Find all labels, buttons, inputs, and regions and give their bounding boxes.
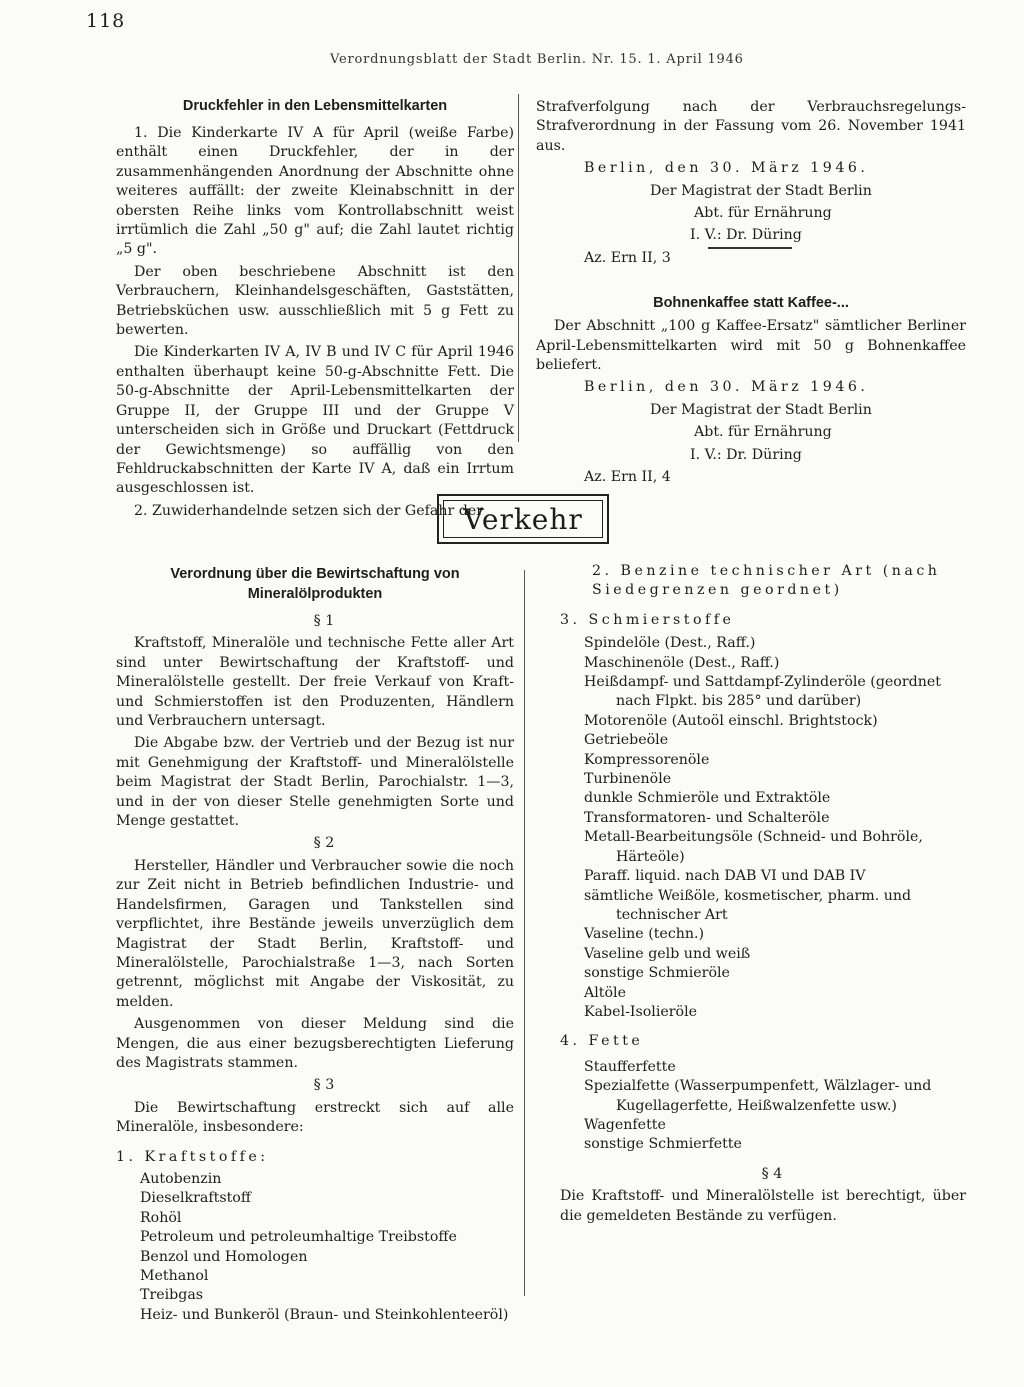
list-item: Motorenöle (Autoöl einschl. Brightstock) [584, 712, 878, 729]
schmierstoffe-list [560, 634, 966, 1022]
list-item: Transformatoren- und Schalteröle [584, 809, 830, 826]
signature-line: I. V.: Dr. Düring [690, 227, 802, 244]
list-heading: 4. Fette [560, 1033, 644, 1050]
signature-line: I. V.: Dr. Düring [690, 446, 802, 463]
column-divider [524, 570, 525, 1296]
paragraph: Strafverfolgung nach der Verbrauchsregelungs-Strafverordnung in der Fassung vom 26. November 1941 aus. [536, 99, 966, 154]
paragraph: Ausgenommen von dieser Meldung sind die Mengen, die aus einer bezugsberechtigten Lieferung des Magistrats stammen. [116, 1016, 514, 1071]
bottom-right-column [560, 562, 966, 1229]
signature-line: Abt. für Ernährung [694, 205, 832, 222]
signature-line: Abt. für Ernährung [694, 424, 832, 441]
running-header: Verordnungsblatt der Stadt Berlin. Nr. 15. 1. April 1946 [330, 52, 744, 67]
section-mark: § 3 [313, 1077, 335, 1094]
list-item: Heiz- und Bunkeröl (Braun- und Steinkohlenteeröl) [140, 1306, 509, 1323]
list-item: Staufferfette [584, 1058, 676, 1075]
paragraph: Die Abgabe bzw. der Vertrieb und der Bezug ist nur mit Genehmigung der Kraftstoff- und Mineralölstelle beim Magistrat der Stadt Berlin, Parochialstr. 1—3, und in der von dieser Stelle genehmigten Sorte und Menge gestattet. [116, 735, 514, 830]
list-heading: 3. Schmierstoffe [560, 611, 735, 628]
list-heading: 2. Benzine technischer Art (nach Siedegrenzen geordnet) [592, 563, 941, 599]
top-left-column [116, 96, 514, 524]
article-title-druckfehler: Druckfehler in den Lebensmittelkarten [182, 98, 448, 114]
page-number: 118 [86, 10, 126, 32]
top-right-column [536, 98, 966, 491]
separator-rule [708, 247, 792, 249]
kraftstoffe-list [116, 1170, 514, 1325]
article-title-bohnenkaffee: Bohnenkaffee statt Kaffee-... [653, 295, 849, 312]
list-item: Benzol und Homologen [140, 1248, 308, 1265]
list-item: sonstige Schmierfette [584, 1136, 742, 1153]
paragraph: Der oben beschriebene Abschnitt ist den Verbrauchern, Kleinhandelsgeschäften, Gaststätten, Betriebsküchen usw. ausschließlich mit 5 g Fett zu bewerten. [116, 263, 514, 339]
list-item: sonstige Schmieröle [584, 965, 730, 982]
fette-list [560, 1058, 966, 1155]
list-item: dunkle Schmieröle und Extraktöle [584, 790, 831, 807]
list-item: Spezialfette (Wasserpumpenfett, Wälzlager- und Kugellagerfette, Heißwalzenfette usw.) [584, 1078, 932, 1114]
paragraph: Kraftstoff, Mineralöle und technische Fette aller Art sind unter Bewirtschaftung der Kraftstoff- und Mineralölstelle gestellt. Der freie Verkauf von Kraft- und Schmierstoffen ist den Produzenten, Händlern und Verbrauchern untersagt. [116, 635, 514, 730]
list-item: Vaseline gelb und weiß [584, 945, 751, 962]
list-item: Rohöl [140, 1209, 182, 1226]
list-item: Metall-Bearbeitungsöle (Schneid- und Bohröle, Härteöle) [584, 829, 923, 865]
paragraph: Hersteller, Händler und Verbraucher sowie die noch zur Zeit nicht in Betrieb befindlichen Industrie- und Handelsfirmen, Garagen und Tankstellen sind verpflichtet, ihre Bestände jeweils unverzüglich dem Magistrat der Stadt Berlin, Kraftstoff- und Mineralölstelle, Parochialstraße 1—3, nach Sorten getrennt, möglichst mit Angabe der Viskosität, zu melden. [116, 857, 514, 1010]
section-heading-box [437, 494, 609, 544]
list-item: Getriebeöle [584, 732, 669, 749]
place-date: Berlin, den 30. März 1946. [584, 379, 869, 396]
paragraph: 2. Zuwiderhandelnde setzen sich der Gefahr der [134, 502, 484, 519]
list-item: Wagenfette [584, 1116, 666, 1133]
list-item: Spindelöle (Dest., Raff.) [584, 635, 756, 652]
reference-number: Az. Ern II, 3 [584, 249, 671, 266]
paragraph: 1. Die Kinderkarte IV A für April (weiße Farbe) enthält einen Druckfehler, der in der zusammenhängenden Anordnung der Abschnitte ohne weiteres auffällt: der zweite Kleinabschnitt in der obersten Reihe links vom Kontrollabschnitt weist irrtümlich die Zahl „50 g" auf; die Zahl lautet richtig „5 g". [116, 125, 514, 258]
list-item: Maschinenöle (Dest., Raff.) [584, 654, 780, 671]
paragraph: Die Kinderkarten IV A, IV B und IV C für April 1946 enthalten überhaupt keine 50-g-Abschnitte Fett. Die 50-g-Abschnitte der April-Lebensmittelkarten der Gruppe II, der Gruppe III und der Gruppe V unterscheiden sich in Größe und Druckart (Fettdruck der Gewichtsmenge) so auffällig von den Fehldruckabschnitten der Karte IV A, daß ein Irrtum ausgeschlossen ist. [116, 344, 514, 497]
list-item: Dieselkraftstoff [140, 1190, 251, 1207]
signature-line: Der Magistrat der Stadt Berlin [650, 182, 872, 199]
list-item: Kabel-Isolieröle [584, 1003, 698, 1020]
list-item: Paraff. liquid. nach DAB VI und DAB IV [584, 868, 866, 885]
list-item: Heißdampf- und Sattdampf-Zylinderöle (geordnet nach Flpkt. bis 285° und darüber) [584, 674, 941, 710]
signature-line: Der Magistrat der Stadt Berlin [650, 401, 872, 418]
paragraph: Die Bewirtschaftung erstreckt sich auf alle Mineralöle, insbesondere: [116, 1099, 514, 1136]
paragraph: Die Kraftstoff- und Mineralölstelle ist berechtigt, über die gemeldeten Bestände zu verfügen. [560, 1188, 966, 1224]
section-mark: § 1 [313, 613, 335, 629]
reference-number: Az. Ern II, 4 [584, 469, 671, 486]
section-heading: Verkehr [443, 500, 603, 538]
list-heading: 1. Kraftstoffe: [116, 1148, 269, 1165]
place-date: Berlin, den 30. März 1946. [584, 160, 869, 177]
list-item: Autobenzin [140, 1170, 222, 1187]
column-divider [518, 94, 519, 442]
list-item: Kompressorenöle [584, 751, 710, 768]
list-item: Petroleum und petroleumhaltige Treibstoffe [140, 1229, 457, 1246]
list-item: Altöle [584, 984, 626, 1001]
list-item: Treibgas [140, 1287, 204, 1304]
list-item: Turbinenöle [584, 771, 672, 788]
section-mark: § 4 [761, 1165, 783, 1182]
list-item: Vaseline (techn.) [584, 926, 705, 943]
article-title-verordnung: Verordnung über die Bewirtschaftung von Mineralölprodukten [170, 566, 460, 602]
list-item: sämtliche Weißöle, kosmetischer, pharm. und technischer Art [584, 887, 912, 923]
section-mark: § 2 [313, 835, 335, 852]
bottom-left-column [116, 564, 514, 1325]
paragraph: Der Abschnitt „100 g Kaffee-Ersatz" sämtlicher Berliner April-Lebensmittelkarten wird mit 50 g Bohnenkaffee beliefert. [536, 318, 966, 374]
list-item: Methanol [140, 1268, 209, 1284]
